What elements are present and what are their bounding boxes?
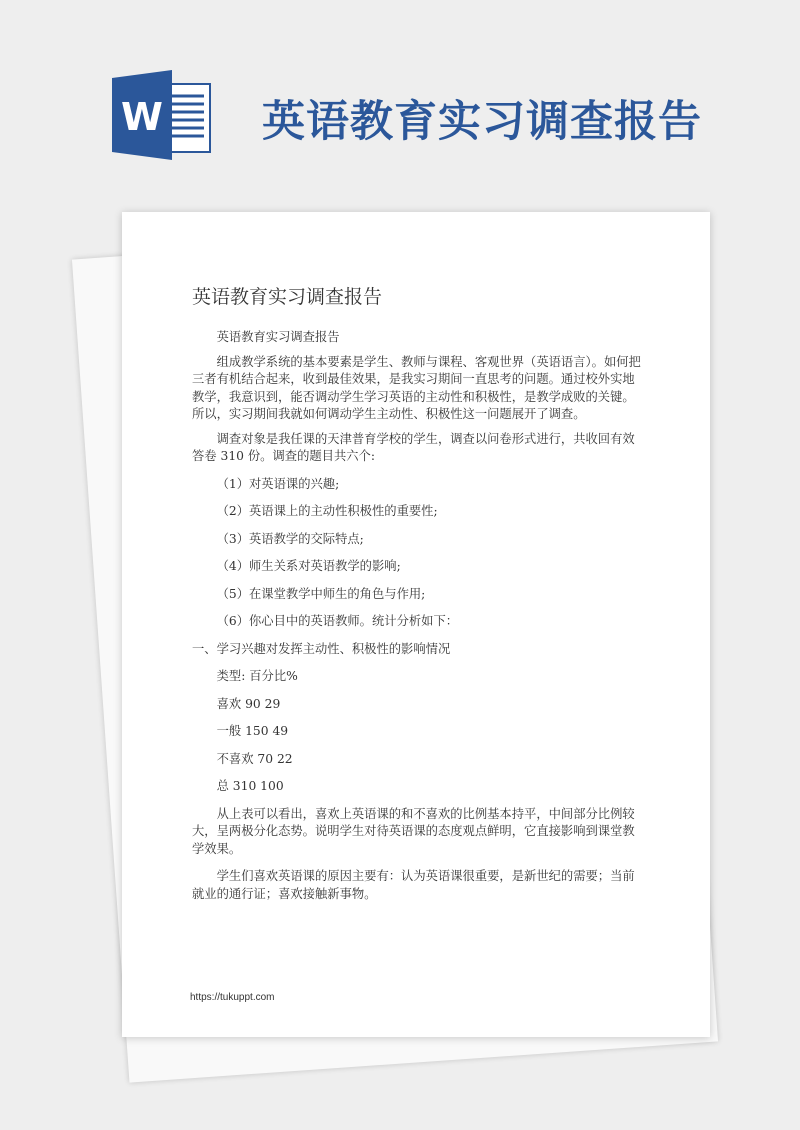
- footer-url: https://tukuppt.com: [190, 992, 275, 1003]
- stat-row-header: 类型: 百分比%: [216, 669, 298, 683]
- paragraph-reasons: 学生们喜欢英语课的原因主要有：认为英语课很重要，是新世纪的需要；当前就业的通行证；喜欢接触新事物。: [192, 869, 635, 901]
- survey-question-1: （1）对英语课的兴趣;: [216, 476, 340, 491]
- document-title: 英语教育实习调查报告: [192, 286, 383, 308]
- stat-row-like: 喜欢 90 29: [216, 696, 281, 711]
- stat-row-total: 总 310 100: [216, 779, 284, 793]
- survey-question-5: （5）在课堂教学中师生的角色与作用;: [216, 586, 426, 601]
- document-page: [122, 212, 710, 1037]
- paragraph-subtitle: 英语教育实习调查报告: [216, 330, 340, 344]
- section-heading: 一、学习兴趣对发挥主动性、积极性的影响情况: [192, 641, 451, 656]
- paragraph-survey: 调查对象是我任课的天津普育学校的学生，调查以问卷形式进行，共收回有效答卷 310 份。调查的题目共六个:: [192, 431, 635, 463]
- paragraph-analysis: 从上表可以看出，喜欢上英语课的和不喜欢的比例基本持平，中间部分比例较大，呈两极分化态势。说明学生对待英语课的态度观点鲜明，它直接影响到课堂教学效果。: [192, 806, 635, 856]
- stat-row-dislike: 不喜欢 70 22: [216, 751, 293, 766]
- survey-question-3: （3）英语教学的交际特点;: [216, 531, 364, 546]
- stat-row-normal: 一般 150 49: [216, 724, 289, 738]
- svg-text:W: W: [121, 95, 163, 139]
- paragraph-intro: 组成教学系统的基本要素是学生、教师与课程、客观世界（英语语言）。如何把三者有机结合起来，收到最佳效果，是我实习期间一直思考的问题。通过校外实地教学，我意识到，能否调动学生学习英语的主动性和积极性，是教学成败的关键。所以，实习期间我就如何调动学生主动性、积极性这一问题展开了调查。: [192, 354, 641, 421]
- survey-question-4: （4）师生关系对英语教学的影响;: [216, 559, 401, 573]
- word-document-icon: [110, 70, 212, 160]
- survey-question-2: （2）英语课上的主动性积极性的重要性;: [216, 504, 438, 518]
- document-body: [192, 329, 644, 903]
- banner-title: 英语教育实习调查报告: [262, 97, 702, 147]
- survey-question-6: （6）你心目中的英语教师。统计分析如下：: [216, 614, 459, 628]
- page-header: [0, 0, 800, 200]
